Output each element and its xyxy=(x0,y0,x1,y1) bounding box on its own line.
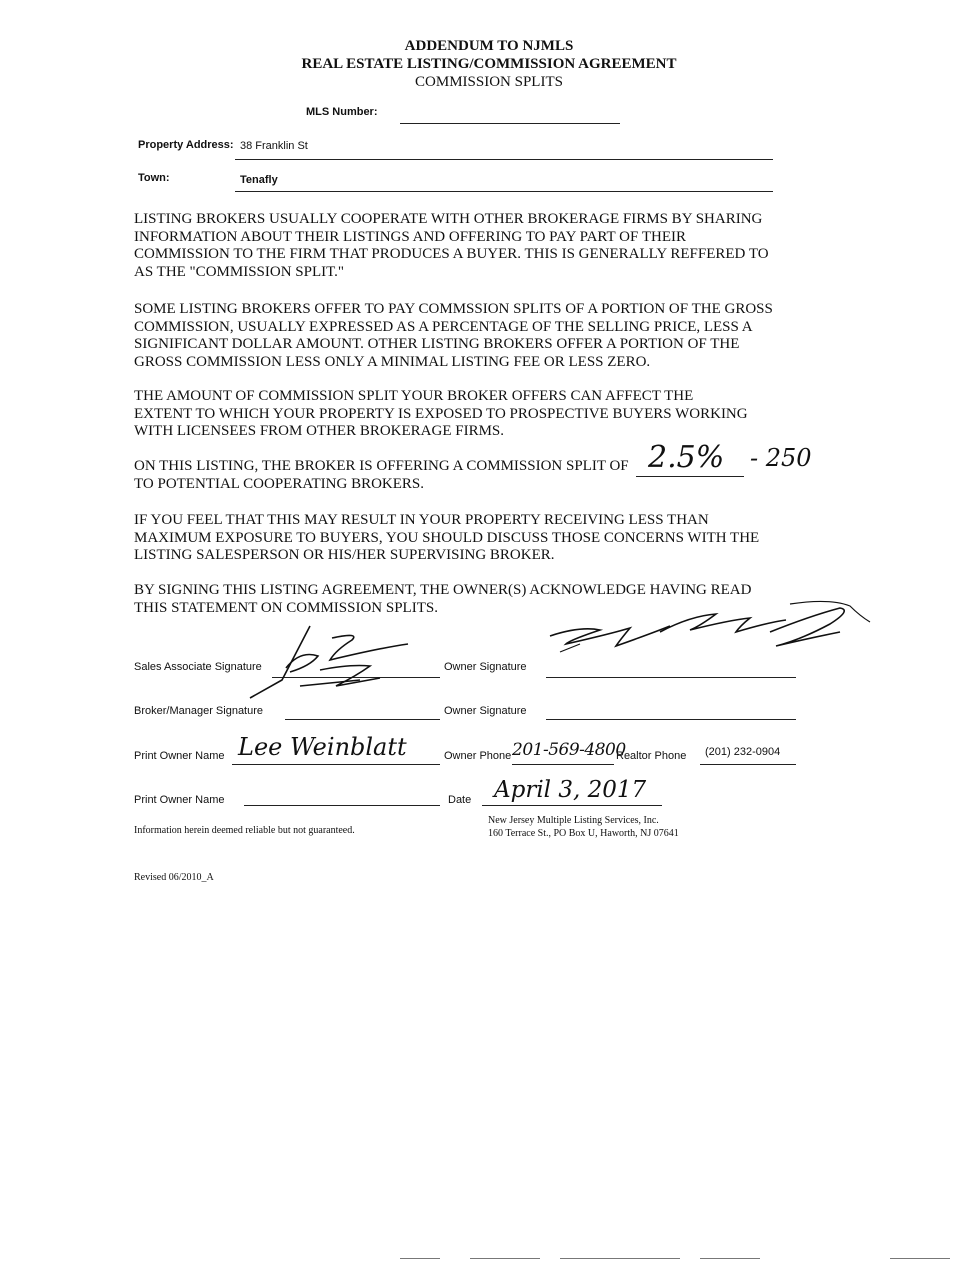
date-value[interactable]: April 3, 2017 xyxy=(494,777,647,803)
paragraph-line: SOME LISTING BROKERS OFFER TO PAY COMMSSION SPLITS OF A PORTION OF THE GROSS xyxy=(134,301,773,317)
town-value[interactable]: Tenafly xyxy=(240,174,278,186)
disclaimer-text: Information herein deemed reliable but not guaranteed. xyxy=(134,825,355,836)
realtor-phone-value[interactable]: (201) 232-0904 xyxy=(705,746,781,758)
sales-associate-signature-label: Sales Associate Signature xyxy=(134,661,262,673)
paragraph-line: LISTING BROKERS USUALLY COOPERATE WITH OTHER BROKERAGE FIRMS BY SHARING xyxy=(134,211,763,227)
property-address-line xyxy=(235,159,773,160)
commission-split-extra: - 250 xyxy=(750,444,812,472)
scan-artifact xyxy=(700,1258,760,1259)
realtor-phone-line xyxy=(700,764,796,765)
commission-split-line xyxy=(636,476,744,477)
owner-phone-value[interactable]: 201-569-4800 xyxy=(512,740,626,760)
paragraph-exposure xyxy=(134,388,814,441)
paragraph-line: SIGNIFICANT DOLLAR AMOUNT. OTHER LISTING BROKERS OFFER A PORTION OF THE xyxy=(134,336,740,352)
paragraph-commission-split-intro xyxy=(134,211,814,281)
scan-artifact xyxy=(470,1258,540,1259)
print-owner-name-line-1 xyxy=(232,764,440,765)
paragraph-line: THE AMOUNT OF COMMISSION SPLIT YOUR BROKER OFFERS CAN AFFECT THE xyxy=(134,388,694,404)
title-line-1: ADDENDUM TO NJMLS xyxy=(404,38,574,54)
paragraph-line: EXTENT TO WHICH YOUR PROPERTY IS EXPOSED TO PROSPECTIVE BUYERS WORKING xyxy=(134,405,748,422)
mls-number-line xyxy=(400,123,620,124)
scan-artifact xyxy=(400,1258,440,1259)
property-address-label: Property Address: xyxy=(138,139,234,151)
paragraph-line: THIS STATEMENT ON COMMISSION SPLITS. xyxy=(134,599,438,616)
town-line xyxy=(235,191,773,192)
owner-signature-label-2: Owner Signature xyxy=(444,705,527,717)
scan-artifact xyxy=(560,1258,680,1259)
print-owner-name-label-1: Print Owner Name xyxy=(134,750,225,762)
offer-line-1: ON THIS LISTING, THE BROKER IS OFFERING A COMMISSION SPLIT OF xyxy=(134,458,629,474)
paragraph-line: GROSS COMMISSION LESS ONLY A MINIMAL LISTING FEE OR LESS ZERO. xyxy=(134,353,651,370)
print-owner-name-line-2 xyxy=(244,805,440,806)
paragraph-line: INFORMATION ABOUT THEIR LISTINGS AND OFFERING TO PAY PART OF THEIR xyxy=(134,228,686,245)
paragraph-line: MAXIMUM EXPOSURE TO BUYERS, YOU SHOULD DISCUSS THOSE CONCERNS WITH THE xyxy=(134,529,760,546)
title-line-2: REAL ESTATE LISTING/COMMISSION AGREEMENT xyxy=(301,56,677,72)
paragraph-line: COMMISSION, USUALLY EXPRESSED AS A PERCENTAGE OF THE SELLING PRICE, LESS A xyxy=(134,318,753,335)
org-name: New Jersey Multiple Listing Services, Inc. xyxy=(488,815,659,826)
commission-split-value[interactable]: 2.5% xyxy=(648,440,725,475)
paragraph-line: WITH LICENSEES FROM OTHER BROKERAGE FIRMS. xyxy=(134,423,505,439)
paragraph-line: LISTING SALESPERSON OR HIS/HER SUPERVISING BROKER. xyxy=(134,547,555,563)
paragraph-line: IF YOU FEEL THAT THIS MAY RESULT IN YOUR PROPERTY RECEIVING LESS THAN xyxy=(134,512,709,528)
paragraph-line: AS THE "COMMISSION SPLIT." xyxy=(134,263,345,280)
owner-signature-line-1 xyxy=(546,677,796,678)
date-label: Date xyxy=(448,794,472,806)
date-line xyxy=(482,805,662,806)
paragraph-line: BY SIGNING THIS LISTING AGREEMENT, THE OWNER(S) ACKNOWLEDGE HAVING READ xyxy=(134,582,752,598)
print-owner-name-value[interactable]: Lee Weinblatt xyxy=(238,733,407,761)
scan-artifact xyxy=(890,1258,950,1259)
paragraph-line: COMMISSION TO THE FIRM THAT PRODUCES A BUYER. THIS IS GENERALLY REFFERED TO xyxy=(134,246,769,262)
revision-label: Revised 06/2010_A xyxy=(134,872,214,883)
paragraph-concerns xyxy=(134,512,814,565)
realtor-phone-label: Realtor Phone xyxy=(616,750,687,762)
print-owner-name-label-2: Print Owner Name xyxy=(134,794,225,806)
sales-associate-signature[interactable] xyxy=(240,620,440,700)
owner-signature-line-2 xyxy=(546,719,796,720)
property-address-value[interactable]: 38 Franklin St xyxy=(240,140,308,152)
owner-signature[interactable] xyxy=(540,596,880,666)
paragraph-split-types xyxy=(134,301,814,371)
owner-signature-label-1: Owner Signature xyxy=(444,661,527,673)
offer-line-2: TO POTENTIAL COOPERATING BROKERS. xyxy=(134,476,425,492)
broker-manager-signature-line xyxy=(285,719,440,720)
org-address: 160 Terrace St., PO Box U, Haworth, NJ 07641 xyxy=(488,828,679,839)
title-line-3: COMMISSION SPLITS xyxy=(415,74,563,90)
town-label: Town: xyxy=(138,172,170,184)
owner-phone-line xyxy=(512,764,614,765)
mls-number-label: MLS Number: xyxy=(306,106,378,118)
owner-phone-label: Owner Phone xyxy=(444,750,512,762)
broker-manager-signature-label: Broker/Manager Signature xyxy=(134,705,264,717)
